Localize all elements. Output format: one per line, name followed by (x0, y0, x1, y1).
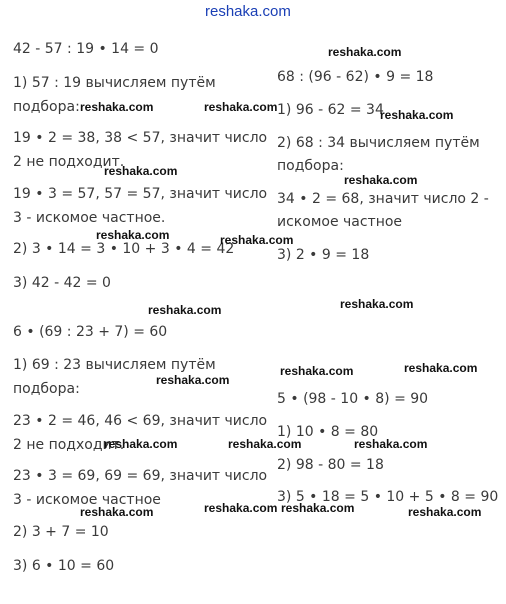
solution-step: 23 • 3 = 69, 69 = 69, значит число (13, 468, 268, 484)
watermark: reshaka.com (96, 228, 170, 242)
solution-step: 3) 5 • 18 = 5 • 10 + 5 • 8 = 90 (277, 489, 499, 505)
solution-step: 3 - искомое частное (13, 492, 161, 508)
watermark: reshaka.com (281, 501, 355, 515)
solution-step: 19 • 3 = 57, 57 = 57, значит число (13, 186, 268, 202)
solution-step: 3) 42 - 42 = 0 (13, 275, 111, 291)
watermark: reshaka.com (280, 364, 354, 378)
watermark: reshaka.com (328, 45, 402, 59)
solution-step: 3 - искомое частное. (13, 210, 166, 226)
solution-step: подбора: (13, 99, 80, 115)
solution-step: 1) 57 : 19 вычисляем путём (13, 75, 216, 91)
watermark: reshaka.com (404, 361, 478, 375)
watermark: reshaka.com (344, 173, 418, 187)
problem-expression: 5 • (98 - 10 • 8) = 90 (277, 391, 429, 407)
solution-step: 1) 10 • 8 = 80 (277, 424, 379, 440)
solution-step: 2) 3 • 14 = 3 • 10 + 3 • 4 = 42 (13, 241, 235, 257)
watermark: reshaka.com (340, 297, 414, 311)
solution-step: 3) 2 • 9 = 18 (277, 247, 370, 263)
solution-step: искомое частное (277, 214, 403, 230)
problem-expression: 68 : (96 - 62) • 9 = 18 (277, 69, 434, 85)
watermark: reshaka.com (204, 100, 278, 114)
solution-step: 1) 69 : 23 вычисляем путём (13, 357, 216, 373)
solution-step: 19 • 2 = 38, 38 < 57, значит число (13, 130, 268, 146)
solution-step: 1) 96 - 62 = 34 (277, 102, 384, 118)
watermark: reshaka.com (104, 437, 178, 451)
watermark: reshaka.com (80, 100, 154, 114)
solution-step: 23 • 2 = 46, 46 < 69, значит число (13, 413, 268, 429)
watermark: reshaka.com (204, 501, 278, 515)
watermark: reshaka.com (156, 373, 230, 387)
solution-step: 3) 6 • 10 = 60 (13, 558, 115, 574)
solution-step: подбора: (13, 381, 80, 397)
watermark: reshaka.com (80, 505, 154, 519)
problem-expression: 42 - 57 : 19 • 14 = 0 (13, 41, 159, 57)
solution-step: 2 не подходит. (13, 154, 125, 170)
solution-step: подбора: (277, 158, 344, 174)
solution-step: 34 • 2 = 68, значит число 2 - (277, 191, 489, 207)
watermark: reshaka.com (228, 437, 302, 451)
solution-step: 2 не подходит. (13, 437, 125, 453)
watermark: reshaka.com (380, 108, 454, 122)
solution-step: 2) 3 + 7 = 10 (13, 524, 109, 540)
solution-step: 2) 98 - 80 = 18 (277, 457, 384, 473)
watermark: reshaka.com (104, 164, 178, 178)
site-header-watermark: reshaka.com (205, 3, 291, 20)
watermark: reshaka.com (220, 233, 294, 247)
watermark: reshaka.com (354, 437, 428, 451)
watermark: reshaka.com (408, 505, 482, 519)
problem-expression: 6 • (69 : 23 + 7) = 60 (13, 324, 168, 340)
watermark: reshaka.com (148, 303, 222, 317)
solution-step: 2) 68 : 34 вычисляем путём (277, 135, 480, 151)
